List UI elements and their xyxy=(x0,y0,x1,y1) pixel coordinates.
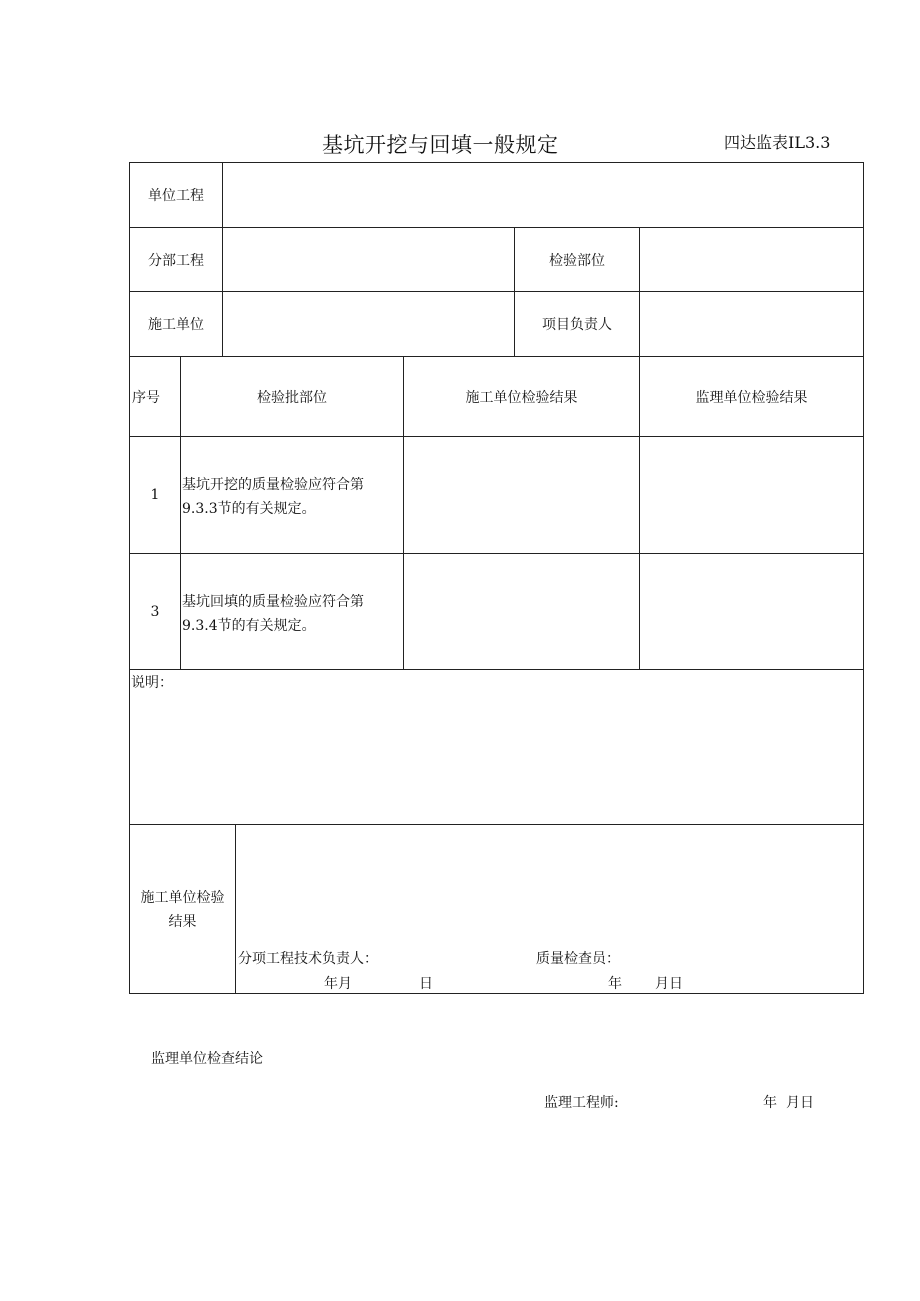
item-description-line: 基坑开挖的质量检验应符合第 xyxy=(182,477,364,493)
item-description-line: 基坑回填的质量检验应符合第 xyxy=(182,594,364,610)
item-description xyxy=(182,590,364,638)
table-col-divider xyxy=(639,227,640,356)
item-description-line: 9.3.4节的有关规定。 xyxy=(182,618,316,634)
table-row-divider xyxy=(129,227,864,228)
table-row-divider xyxy=(129,553,864,554)
construction-check-label-line: 结果 xyxy=(168,914,197,930)
table-border-top xyxy=(129,162,864,163)
table-row-divider xyxy=(129,291,864,292)
table-col-divider xyxy=(222,162,223,356)
supervision-date-year: 年 xyxy=(763,1095,777,1111)
inspector-label: 质量检查员： xyxy=(536,951,620,967)
table-row-divider xyxy=(129,436,864,437)
item-seq: 3 xyxy=(150,603,160,620)
tech-lead-label: 分项工程技术负责人： xyxy=(238,951,378,967)
seq-header: 序号 xyxy=(132,389,160,406)
supervision-date-month-day: 月日 xyxy=(786,1095,814,1111)
form-number: 四达监表IL3.3 xyxy=(724,133,831,152)
batch-part-header: 检验批部位 xyxy=(257,389,327,406)
construction-result-header: 施工单位检验结果 xyxy=(465,389,578,406)
unit-project-label: 单位工程 xyxy=(148,188,204,204)
table-border-bottom xyxy=(129,993,864,994)
item-description-line: 9.3.3节的有关规定。 xyxy=(182,501,316,517)
construction-check-label xyxy=(130,886,235,934)
page-title: 基坑开挖与回填一般规定 xyxy=(322,133,559,157)
supervision-result-header: 监理单位检验结果 xyxy=(695,389,808,406)
project-manager-label: 项目负责人 xyxy=(542,317,612,333)
construction-unit-label: 施工单位 xyxy=(148,317,204,333)
sub-project-label: 分部工程 xyxy=(148,252,204,269)
supervision-conclusion-label: 监理单位检查结论 xyxy=(151,1051,263,1067)
construction-check-label-line: 施工单位检验 xyxy=(140,890,225,906)
table-col-divider xyxy=(235,824,236,993)
inspector-date-month-day: 月日 xyxy=(655,976,683,992)
item-seq: 1 xyxy=(150,487,160,503)
inspection-part-label: 检验部位 xyxy=(549,252,605,269)
item-description xyxy=(182,473,364,521)
tech-lead-date-year-month: 年月 xyxy=(324,976,352,992)
table-row-divider xyxy=(129,669,864,670)
table-row-divider xyxy=(129,824,864,825)
tech-lead-date-day: 日 xyxy=(419,976,433,992)
inspector-date-year: 年 xyxy=(608,976,622,992)
supervision-engineer-label: 监理工程师: xyxy=(544,1095,619,1111)
notes-label: 说明： xyxy=(131,675,173,691)
table-border-right xyxy=(863,162,864,994)
